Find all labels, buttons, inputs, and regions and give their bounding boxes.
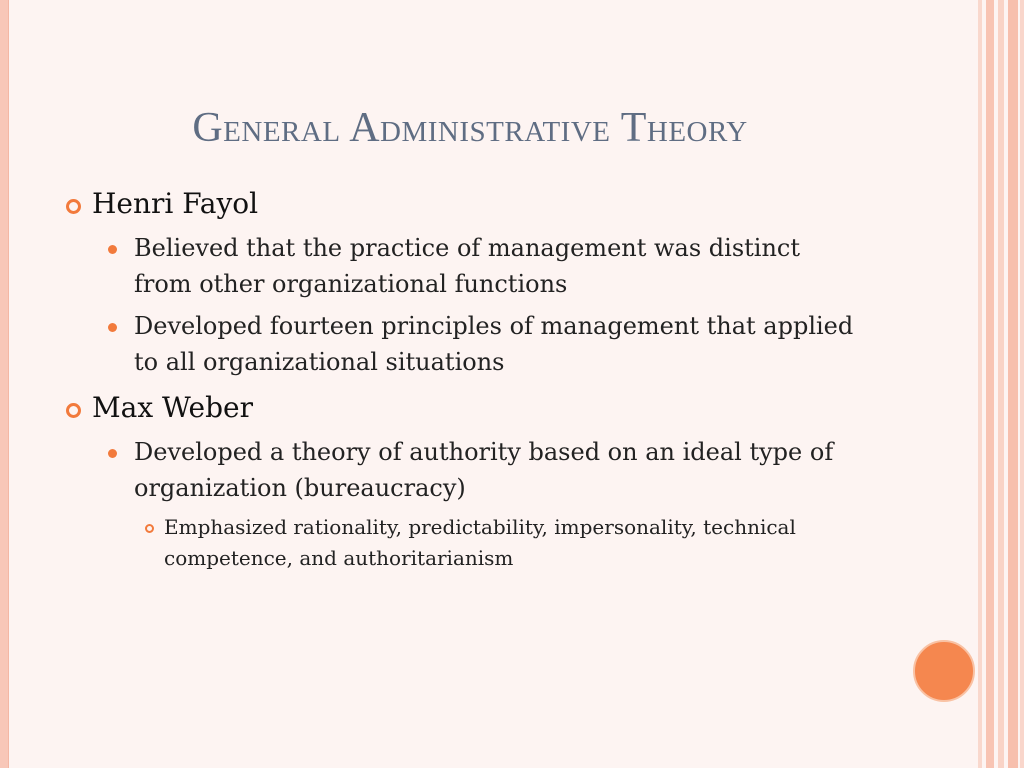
sub-bullet (102, 434, 864, 506)
right-stripes-decoration (978, 0, 1024, 768)
sub-bullet-text: Developed fourteen principles of management that applied to all organizational situations (134, 312, 854, 376)
sub-sub-bullet (136, 512, 864, 574)
bullet-text: Henri Fayol (92, 187, 259, 220)
slide-title: General Administrative Theory (192, 105, 748, 151)
small-orange-ring-icon (145, 524, 154, 533)
sub-sub-bullet-text: Emphasized rationality, predictability, impersonality, technical competence, and authoritarianism (164, 515, 796, 570)
bullet-henri-fayol (64, 186, 864, 222)
orange-ring-icon (66, 403, 81, 418)
orange-dot-icon (108, 449, 117, 458)
orange-ring-icon (66, 199, 81, 214)
orange-dot-icon (108, 323, 117, 332)
orange-circle-decoration (913, 640, 975, 702)
sub-bullet-text: Believed that the practice of management was distinct from other organizational functions (134, 234, 801, 298)
bullet-max-weber (64, 390, 864, 426)
sub-bullet-text: Developed a theory of authority based on an ideal type of organization (bureaucracy) (134, 438, 834, 502)
bullet-text: Max Weber (92, 391, 253, 424)
orange-dot-icon (108, 245, 117, 254)
sub-bullet (102, 308, 864, 380)
slide-content (64, 186, 864, 574)
sub-bullet (102, 230, 864, 302)
